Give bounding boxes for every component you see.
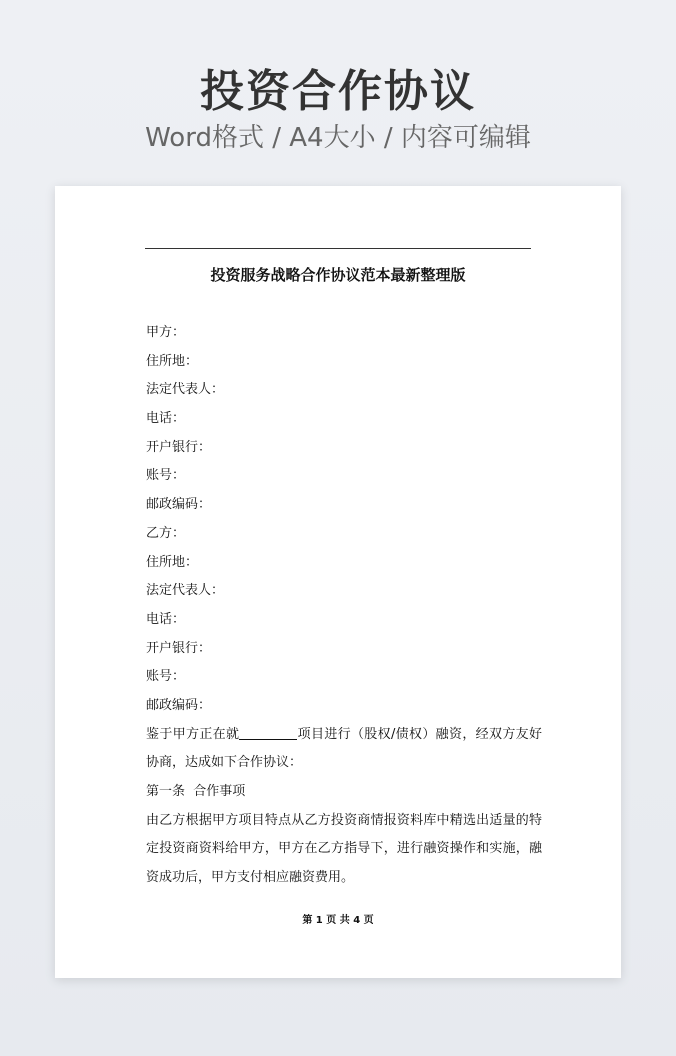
page-footer: 第 1 页 共 4 页 — [302, 915, 374, 926]
document-title: 投资服务战略合作协议范本最新整理版 — [210, 266, 466, 284]
article-body: 由乙方根据甲方项目特点从乙方投资商情报资料库中精选出适量的特定投资商资料给甲方，甲方在乙方指导下，进行融资操作和实施，融资成功后，甲方支付相应融资费用。 — [146, 812, 542, 886]
field-party-a-account: 账号： — [146, 468, 186, 484]
field-party-a-bank: 开户银行： — [146, 439, 212, 455]
field-party-a-address: 住所地： — [146, 353, 199, 369]
field-party-b-postcode: 邮政编码： — [146, 697, 212, 713]
banner — [0, 0, 676, 185]
banner-title: 投资合作协议 — [200, 66, 476, 117]
article-title: 合作事项 — [193, 784, 246, 800]
document-body — [146, 319, 542, 893]
article-heading — [146, 778, 542, 807]
field-party-b-phone: 电话： — [146, 611, 186, 627]
field-party-a-postcode: 邮政编码： — [146, 497, 212, 513]
article-number: 第一条 — [146, 784, 186, 800]
field-party-a-representative: 法定代表人： — [146, 382, 225, 398]
field-party-a: 甲方： — [146, 325, 186, 340]
header-rule — [145, 248, 531, 249]
intro-text-start: 鉴于甲方正在就 — [146, 726, 240, 742]
field-party-b-account: 账号： — [146, 669, 186, 685]
field-party-b: 乙方： — [146, 525, 186, 541]
banner-subtitle: Word格式 / A4大小 / 内容可编辑 — [145, 123, 531, 153]
field-party-b-bank: 开户银行： — [146, 640, 212, 656]
field-party-b-representative: 法定代表人： — [146, 583, 225, 599]
intro-paragraph — [146, 721, 542, 778]
field-party-a-phone: 电话： — [146, 411, 186, 427]
field-party-b-address: 住所地： — [146, 554, 199, 570]
document-page — [55, 186, 621, 978]
intro-text-end: 项目进行（股权/债权）融资，经双方友好协商，达成如下合作协议： — [146, 726, 542, 771]
project-name-blank — [239, 725, 297, 740]
